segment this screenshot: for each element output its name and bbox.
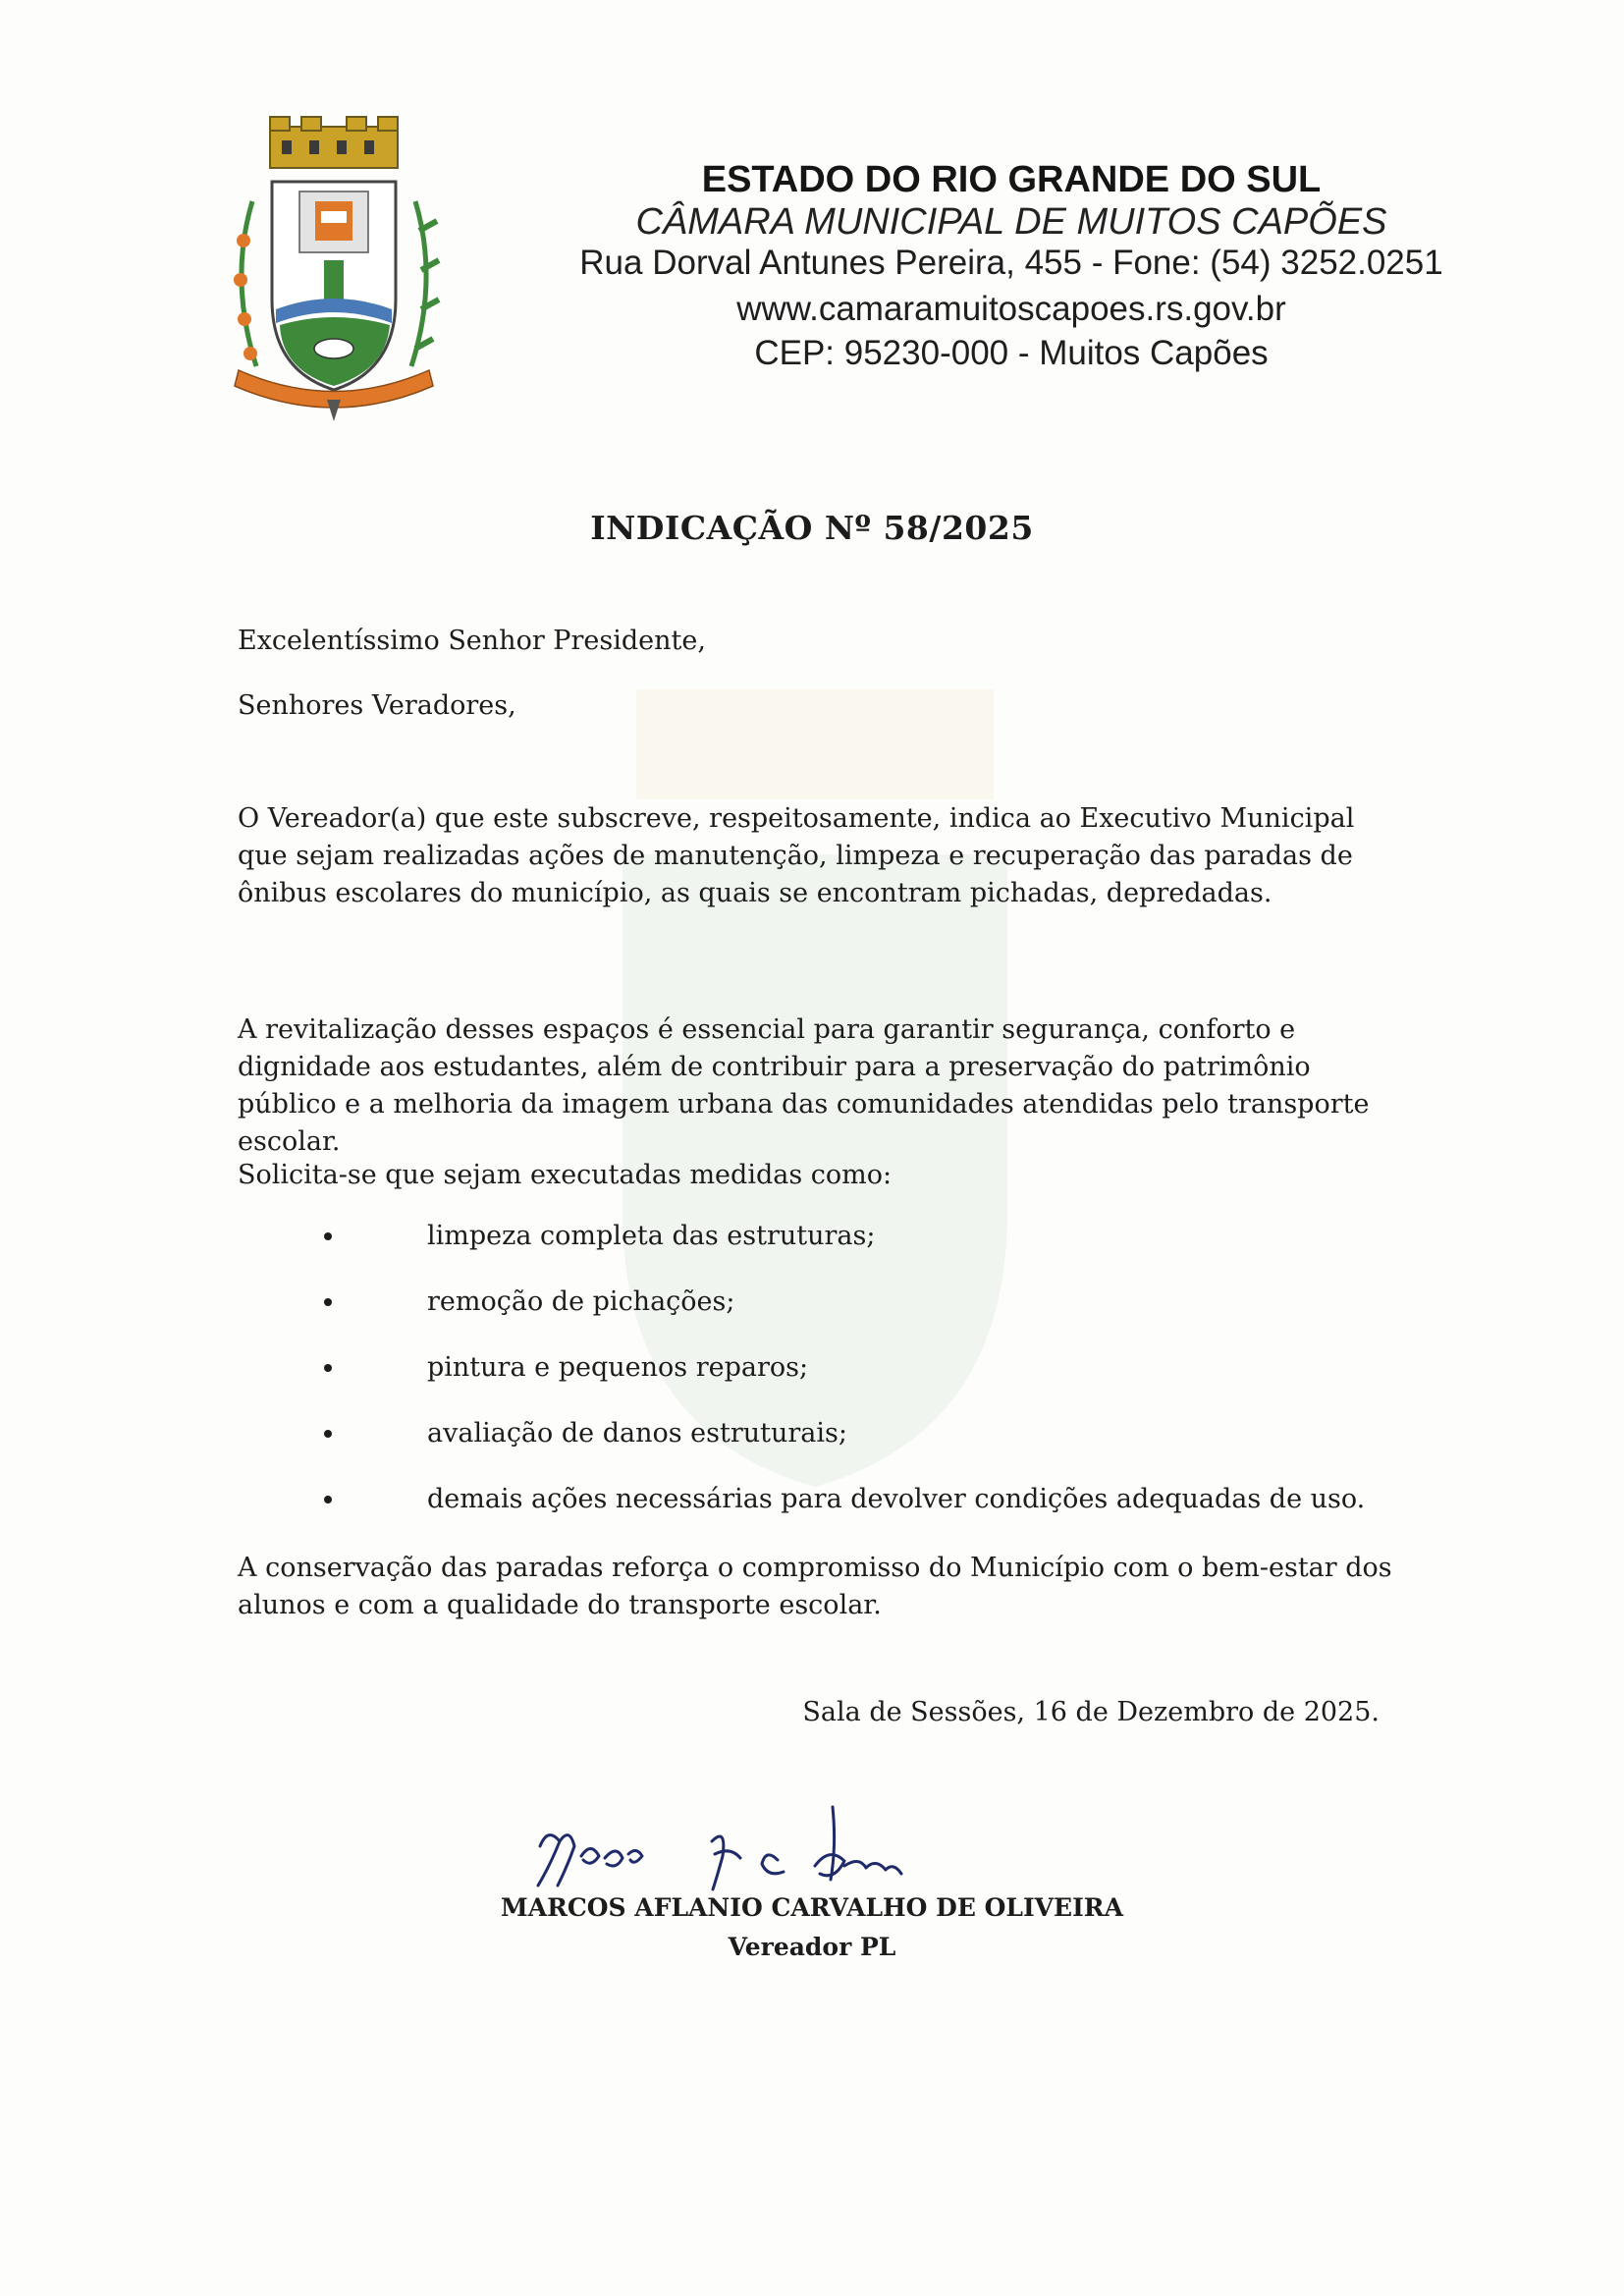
chamber-name: CÂMARA MUNICIPAL DE MUITOS CAPÕES: [635, 201, 1387, 243]
document-title: INDICAÇÃO Nº 58/2025: [590, 509, 1034, 547]
list-item: [324, 1218, 1404, 1284]
measure-text: remoção de pichações;: [427, 1286, 735, 1317]
measure-text: demais ações necessárias para devolver condições adequadas de uso.: [427, 1484, 1366, 1514]
state-name: ESTADO DO RIO GRANDE DO SUL: [701, 159, 1322, 200]
session-date: Sala de Sessões, 16 de Dezembro de 2025.: [802, 1697, 1380, 1727]
bullet-icon: [324, 1298, 332, 1306]
list-item: [324, 1284, 1404, 1349]
paragraph-conclusion: A conservação das paradas reforça o compromisso do Município com o bem-estar dos alunos e com a qualidade do transporte escolar.: [238, 1553, 1392, 1620]
measure-text: limpeza completa das estruturas;: [427, 1221, 876, 1251]
municipal-coat-of-arms-icon: [211, 113, 457, 427]
signatory-name: MARCOS AFLANIO CARVALHO DE OLIVEIRA: [501, 1893, 1123, 1922]
bullet-icon: [324, 1232, 332, 1240]
list-item: [324, 1349, 1404, 1415]
bullet-icon: [324, 1364, 332, 1372]
bullet-icon: [324, 1430, 332, 1438]
signatory-role: Vereador PL: [728, 1933, 896, 1961]
measures-list: [324, 1218, 1404, 1547]
paragraph-request: O Vereador(a) que este subscreve, respeitosamente, indica ao Executivo Municipal que sejam realizadas ações de manutenção, limpeza e recuperação das paradas de ônibus escolares do município, as quais se encontram pichadas, depredadas.: [238, 803, 1355, 908]
website-link[interactable]: www.camaramuitoscapoes.rs.gov.br: [736, 290, 1286, 328]
measure-text: avaliação de danos estruturais;: [427, 1418, 847, 1449]
greeting-president: Excelentíssimo Senhor Presidente,: [238, 626, 706, 656]
bullet-icon: [324, 1496, 332, 1503]
paragraph-measures-intro: Solicita-se que sejam executadas medidas como:: [238, 1160, 893, 1190]
list-item: [324, 1415, 1404, 1481]
list-item: [324, 1481, 1404, 1547]
measure-text: pintura e pequenos reparos;: [427, 1352, 809, 1383]
address-phone: Rua Dorval Antunes Pereira, 455 - Fone: (54) 3252.0251: [579, 244, 1443, 282]
paragraph-justification: A revitalização desses espaços é essencial para garantir segurança, conforto e dignidade aos estudantes, além de contribuir para a preservação do patrimônio público e a melhoria da imagem urbana das comunidades atendidas pelo transporte escolar.: [238, 1014, 1370, 1157]
greeting-councillors: Senhores Veradores,: [238, 690, 516, 721]
postal-code: CEP: 95230-000 - Muitos Capões: [754, 334, 1269, 372]
